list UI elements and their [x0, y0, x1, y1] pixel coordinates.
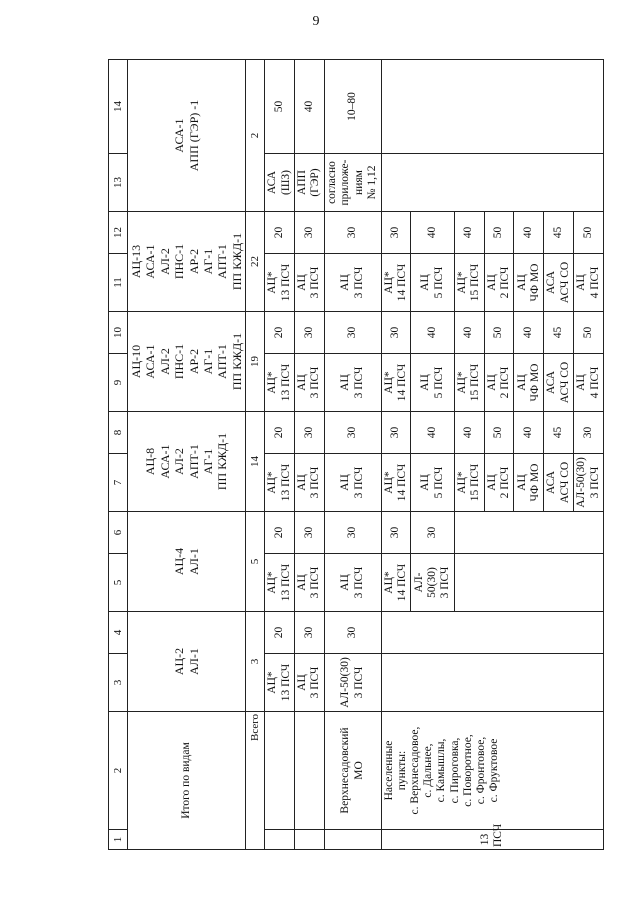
- table-cell: 40: [294, 60, 324, 154]
- table-cell: АЦ 5 ПСЧ: [411, 454, 454, 512]
- total-3: 3: [246, 612, 265, 712]
- table-cell: 50: [574, 312, 604, 354]
- table-cell: АЦ 5 ПСЧ: [411, 254, 454, 312]
- table-cell: АЛ-50(30) 3 ПСЧ: [574, 454, 604, 512]
- table-cell: 30: [324, 212, 381, 254]
- total-13: 2: [246, 60, 265, 212]
- total-9: 19: [246, 312, 265, 412]
- table-cell: АЦ* 14 ПСЧ: [381, 554, 411, 612]
- table-cell: 20: [265, 612, 295, 654]
- table-cell: 30: [411, 512, 454, 554]
- table-cell: АЦ 4 ПСЧ: [574, 254, 604, 312]
- table-cell: АЛ-50(30) 3 ПСЧ: [324, 654, 381, 712]
- table-cell: [454, 512, 603, 554]
- group-header-9: АЦ-10 АСА-1 АЛ-2 ПНС-1 АР-2 АГ-1 АПТ-1 ПП КЖД-1: [128, 312, 246, 412]
- table-cell: [265, 830, 295, 850]
- col-num-8: 8: [109, 412, 128, 454]
- table-cell: АЦ ЧФ МО: [514, 254, 544, 312]
- table-cell: АЦ* 14 ПСЧ: [381, 254, 411, 312]
- table-cell: 30: [324, 612, 381, 654]
- table-cell: АЦ 3 ПСЧ: [294, 454, 324, 512]
- table-cell: 40: [514, 312, 544, 354]
- table-cell: 30: [324, 312, 381, 354]
- group-header-11: АЦ-13 АСА-1 АЛ-2 ПНС-1 АР-2 АГ-1 АПТ-1 ПП КЖД-1: [128, 212, 246, 312]
- table-cell: АПП (ГЭР): [294, 154, 324, 212]
- col-num-3: 3: [109, 654, 128, 712]
- table-cell: [294, 712, 324, 830]
- table-cell: АЦ ЧФ МО: [514, 354, 544, 412]
- table-cell: АЦ* 15 ПСЧ: [454, 354, 484, 412]
- table-cell: АЦ 3 ПСЧ: [324, 254, 381, 312]
- table-cell: АЦ 2 ПСЧ: [484, 454, 514, 512]
- totals-row: [246, 60, 265, 850]
- table-cell: 40: [454, 312, 484, 354]
- group-header-3: АЦ-2 АЛ-1: [128, 612, 246, 712]
- table-cell: АЦ 3 ПСЧ: [324, 554, 381, 612]
- table-cell: АЦ* 13 ПСЧ: [265, 654, 295, 712]
- table-cell: 50: [484, 312, 514, 354]
- table-cell: 30: [324, 512, 381, 554]
- page-number: 9: [312, 14, 320, 29]
- table-cell: АЦ* 13 ПСЧ: [265, 454, 295, 512]
- table-cell: 40: [514, 212, 544, 254]
- table-cell: АЛ- 50(30) 3 ПСЧ: [411, 554, 454, 612]
- table-row: [294, 60, 324, 850]
- col-num-14: 14: [109, 60, 128, 154]
- table-cell: 40: [411, 312, 454, 354]
- table-cell: АЦ ЧФ МО: [514, 454, 544, 512]
- col-num-5: 5: [109, 554, 128, 612]
- table-cell: АСА АСЧ СО: [544, 454, 574, 512]
- table-cell: 30: [294, 512, 324, 554]
- table-cell: [294, 830, 324, 850]
- col-num-10: 10: [109, 312, 128, 354]
- col-num-12: 12: [109, 212, 128, 254]
- table-row: [265, 60, 295, 850]
- settlement-row: [381, 60, 411, 850]
- col-num-6: 6: [109, 512, 128, 554]
- table-cell: АЦ* 14 ПСЧ: [381, 454, 411, 512]
- table-cell: [265, 712, 295, 830]
- total-by-type-label: Итого по видам: [128, 712, 246, 850]
- table-cell: [381, 60, 603, 154]
- table-cell: 40: [411, 412, 454, 454]
- group-header-5: АЦ-4 АЛ-1: [128, 512, 246, 612]
- mo-name: Верхнесадовский МО: [324, 712, 381, 830]
- unit-cell: 13 ПСЧ: [381, 830, 603, 850]
- table-cell: АЦ 3 ПСЧ: [324, 354, 381, 412]
- table-cell: 20: [265, 512, 295, 554]
- table-cell: 20: [265, 312, 295, 354]
- table-cell: АЦ 2 ПСЧ: [484, 254, 514, 312]
- column-number-row: [109, 60, 128, 850]
- table-cell: АЦ* 13 ПСЧ: [265, 354, 295, 412]
- table-cell: 45: [544, 212, 574, 254]
- table-cell: АЦ* 13 ПСЧ: [265, 254, 295, 312]
- table-cell: АЦ* 14 ПСЧ: [381, 354, 411, 412]
- table-cell: 50: [484, 212, 514, 254]
- total-5: 5: [246, 512, 265, 612]
- table-cell: согласно приложе- ниям № 1,12: [324, 154, 381, 212]
- mo-row: [324, 60, 381, 850]
- table-cell: 40: [454, 412, 484, 454]
- table-cell: 40: [411, 212, 454, 254]
- table-cell: АЦ 4 ПСЧ: [574, 354, 604, 412]
- table-cell: 30: [294, 312, 324, 354]
- table-cell: 30: [381, 212, 411, 254]
- table-cell: АЦ 3 ПСЧ: [294, 654, 324, 712]
- group-header-13: АСА-1 АПП (ГЭР) -1: [128, 60, 246, 212]
- fire-equipment-table: [108, 59, 604, 850]
- table-cell: АЦ* 15 ПСЧ: [454, 454, 484, 512]
- table-cell: 45: [544, 312, 574, 354]
- table-cell: АЦ* 15 ПСЧ: [454, 254, 484, 312]
- table-cell: АСА (ШЗ): [265, 154, 295, 212]
- table-cell: 30: [574, 412, 604, 454]
- table-cell: АЦ 3 ПСЧ: [294, 254, 324, 312]
- settlement-list: Населенные пункты: с. Верхнесадовое, с. Дальнее, с. Камышлы, с. Пироговка, с. Поворотное, с. Фронтовое, с. Фруктовое: [381, 712, 603, 830]
- table-cell: АЦ 3 ПСЧ: [294, 354, 324, 412]
- rotated-table-container: [108, 60, 604, 850]
- table-cell: 50: [574, 212, 604, 254]
- table-cell: 30: [324, 412, 381, 454]
- table-cell: 10–80: [324, 60, 381, 154]
- totals-label: Всего: [246, 712, 265, 850]
- table-cell: 30: [294, 212, 324, 254]
- col-num-4: 4: [109, 612, 128, 654]
- group-header-7: АЦ-8 АСА-1 АЛ-2 АПТ-1 АГ-1 ПП КЖД-1: [128, 412, 246, 512]
- table-cell: 30: [294, 412, 324, 454]
- table-cell: АСА АСЧ СО: [544, 254, 574, 312]
- total-7: 14: [246, 412, 265, 512]
- table-cell: АЦ 3 ПСЧ: [294, 554, 324, 612]
- table-cell: 50: [265, 60, 295, 154]
- table-cell: [454, 554, 603, 612]
- table-cell: 20: [265, 412, 295, 454]
- col-num-11: 11: [109, 254, 128, 312]
- table-cell: 30: [294, 612, 324, 654]
- table-cell: 30: [381, 412, 411, 454]
- table-cell: [381, 612, 603, 654]
- col-num-7: 7: [109, 454, 128, 512]
- table-cell: АЦ 3 ПСЧ: [324, 454, 381, 512]
- rotated-table: [108, 60, 604, 850]
- col-num-9: 9: [109, 354, 128, 412]
- total-11: 22: [246, 212, 265, 312]
- header-group-row: [128, 60, 246, 850]
- table-cell: 40: [514, 412, 544, 454]
- table-cell: [381, 654, 603, 712]
- table-cell: АЦ* 13 ПСЧ: [265, 554, 295, 612]
- col-num-13: 13: [109, 154, 128, 212]
- col-num-2: 2: [109, 712, 128, 830]
- table-cell: 40: [454, 212, 484, 254]
- table-cell: 30: [381, 512, 411, 554]
- table-cell: 45: [544, 412, 574, 454]
- table-cell: АЦ 2 ПСЧ: [484, 354, 514, 412]
- table-cell: 50: [484, 412, 514, 454]
- table-cell: [324, 830, 381, 850]
- table-cell: АЦ 5 ПСЧ: [411, 354, 454, 412]
- table-cell: [381, 154, 603, 212]
- table-cell: АСА АСЧ СО: [544, 354, 574, 412]
- col-num-1: 1: [109, 830, 128, 850]
- table-cell: 30: [381, 312, 411, 354]
- table-cell: 20: [265, 212, 295, 254]
